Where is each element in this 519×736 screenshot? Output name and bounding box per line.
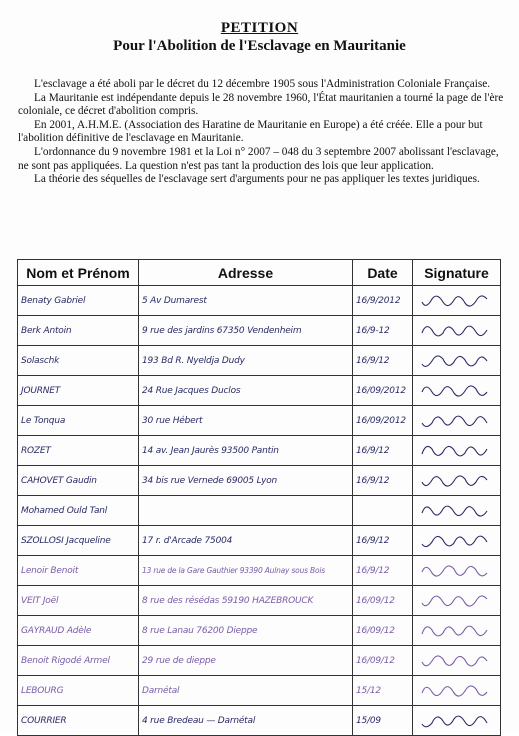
paragraph: L'ordonnance du 9 novembre 1981 et la Loi n° 2007 – 048 du 3 septembre 2007 abolissant l'esclavage, ne sont pas appliquées. La question n'est pas tant la production des lois que leur application.	[18, 145, 499, 172]
handwritten-signature	[416, 318, 496, 344]
cell-date: 16/09/12	[353, 586, 413, 616]
table-row	[18, 646, 501, 676]
cell-address: 13 rue de la Gare Gauthier 93390 Aulnay sous Bois	[139, 556, 353, 586]
cell-address: 4 rue Bredeau — Darnétal	[139, 706, 353, 736]
signature-stroke	[422, 475, 487, 485]
signature-stroke	[422, 295, 487, 305]
signature-cell	[413, 466, 501, 496]
handwritten-signature	[416, 558, 496, 584]
signature-cell	[413, 286, 501, 316]
cell-address: 17 r. d'Arcade 75004	[139, 526, 353, 556]
header-address: Adresse	[139, 260, 353, 286]
signature-stroke	[422, 565, 487, 575]
table-row	[18, 316, 501, 346]
page-subtitle: Pour l'Abolition de l'Esclavage en Mauritanie	[113, 38, 406, 54]
cell-date: 16/09/12	[353, 646, 413, 676]
cell-address: Darnétal	[139, 676, 353, 706]
table-header-row	[18, 260, 501, 286]
cell-address: 14 av. Jean Jaurès 93500 Pantin	[139, 436, 353, 466]
cell-date: 16/9/12	[353, 436, 413, 466]
cell-name: SZOLLOSI Jacqueline	[18, 526, 139, 556]
handwritten-signature	[416, 348, 496, 374]
cell-name: CAHOVET Gaudin	[18, 466, 139, 496]
paragraph: L'esclavage a été aboli par le décret du 12 décembre 1905 sous l'Administration Coloniale Française.	[34, 78, 491, 90]
cell-name: COURRIER	[18, 706, 139, 736]
table-row	[18, 526, 501, 556]
cell-date: 16/09/2012	[353, 376, 413, 406]
cell-address: 8 rue des résédas 59190 HAZEBROUCK	[139, 586, 353, 616]
signature-stroke	[422, 506, 487, 516]
handwritten-signature	[416, 708, 496, 734]
signature-cell	[413, 316, 501, 346]
cell-address	[139, 496, 353, 526]
cell-address: 193 Bd R. Nyeldja Dudy	[139, 346, 353, 376]
cell-date: 15/09	[353, 706, 413, 736]
cell-name: Lenoir Benoit	[18, 556, 139, 586]
header-date: Date	[353, 260, 413, 286]
signature-stroke	[422, 326, 487, 336]
cell-address: 29 rue de dieppe	[139, 646, 353, 676]
signature-cell	[413, 346, 501, 376]
signature-stroke	[422, 416, 487, 426]
table-row	[18, 676, 501, 706]
cell-date: 15/12	[353, 676, 413, 706]
table-row	[18, 556, 501, 586]
signature-cell	[413, 646, 501, 676]
cell-address: 34 bis rue Vernede 69005 Lyon	[139, 466, 353, 496]
cell-name: Benaty Gabriel	[18, 286, 139, 316]
cell-name: ROZET	[18, 436, 139, 466]
signature-stroke	[422, 626, 487, 636]
signature-cell	[413, 436, 501, 466]
cell-name: Solaschk	[18, 346, 139, 376]
cell-date: 16/9-12	[353, 316, 413, 346]
handwritten-signature	[416, 408, 496, 434]
handwritten-signature	[416, 678, 496, 704]
table-row	[18, 466, 501, 496]
table-row	[18, 346, 501, 376]
signature-cell	[413, 676, 501, 706]
signature-cell	[413, 586, 501, 616]
table-row	[18, 586, 501, 616]
cell-name: JOURNET	[18, 376, 139, 406]
signature-cell	[413, 376, 501, 406]
table-row	[18, 496, 501, 526]
cell-address: 9 rue des jardins 67350 Vendenheim	[139, 316, 353, 346]
cell-date: 16/09/12	[353, 616, 413, 646]
paragraph: La Mauritanie est indépendante depuis le 28 novembre 1960, l'État mauritanien a tourné la page de l'ère coloniale, ce décret d'abolition compris.	[18, 91, 504, 118]
signature-cell	[413, 406, 501, 436]
cell-name: VEIT Joël	[18, 586, 139, 616]
page-title: PETITION	[220, 20, 299, 36]
cell-date: 16/9/2012	[353, 286, 413, 316]
handwritten-signature	[416, 378, 496, 404]
table-row	[18, 406, 501, 436]
handwritten-signature	[416, 588, 496, 614]
cell-name: LEBOURG	[18, 676, 139, 706]
paragraph: En 2001, A.H.M.E. (Association des Haratine de Mauritanie en Europe) a été créée. Elle a pour but l'abolition définitive de l'esclavage en Mauritanie.	[18, 118, 483, 145]
signature-stroke	[422, 716, 487, 727]
cell-date: 16/9/12	[353, 556, 413, 586]
signature-stroke	[422, 446, 487, 455]
cell-name: Berk Antoin	[18, 316, 139, 346]
table-row	[18, 706, 501, 736]
signature-stroke	[422, 385, 487, 395]
cell-date: 16/9/12	[353, 346, 413, 376]
table-row	[18, 616, 501, 646]
paragraph: La théorie des séquelles de l'esclavage sert d'arguments pour ne pas appliquer les textes juridiques.	[34, 173, 480, 186]
signature-stroke	[422, 685, 487, 695]
signature-table	[17, 259, 501, 736]
header-signature: Signature	[413, 260, 501, 286]
handwritten-signature	[416, 498, 496, 524]
intro-text	[18, 78, 506, 187]
table-row	[18, 376, 501, 406]
table-row	[18, 286, 501, 316]
signature-stroke	[422, 655, 487, 665]
cell-name: Mohamed Ould Tanl	[18, 496, 139, 526]
cell-date: 16/09/2012	[353, 406, 413, 436]
table-row	[18, 436, 501, 466]
handwritten-signature	[416, 438, 496, 464]
signature-stroke	[422, 355, 487, 365]
signature-cell	[413, 556, 501, 586]
signature-stroke	[422, 536, 487, 546]
handwritten-signature	[416, 288, 496, 314]
cell-date: 16/9/12	[353, 526, 413, 556]
handwritten-signature	[416, 528, 496, 554]
header-name: Nom et Prénom	[18, 260, 139, 286]
cell-address: 8 rue Lanau 76200 Dieppe	[139, 616, 353, 646]
handwritten-signature	[416, 648, 496, 674]
handwritten-signature	[416, 468, 496, 494]
cell-address: 5 Av Dumarest	[139, 286, 353, 316]
cell-name: Le Tonqua	[18, 406, 139, 436]
cell-address: 30 rue Hébert	[139, 406, 353, 436]
cell-name: GAYRAUD Adèle	[18, 616, 139, 646]
cell-date: 16/9/12	[353, 466, 413, 496]
handwritten-signature	[416, 618, 496, 644]
cell-name: Benoit Rigodé Armel	[18, 646, 139, 676]
cell-date	[353, 496, 413, 526]
signature-cell	[413, 706, 501, 736]
signature-cell	[413, 616, 501, 646]
signature-stroke	[422, 595, 487, 605]
signature-cell	[413, 526, 501, 556]
signature-cell	[413, 496, 501, 526]
cell-address: 24 Rue Jacques Duclos	[139, 376, 353, 406]
